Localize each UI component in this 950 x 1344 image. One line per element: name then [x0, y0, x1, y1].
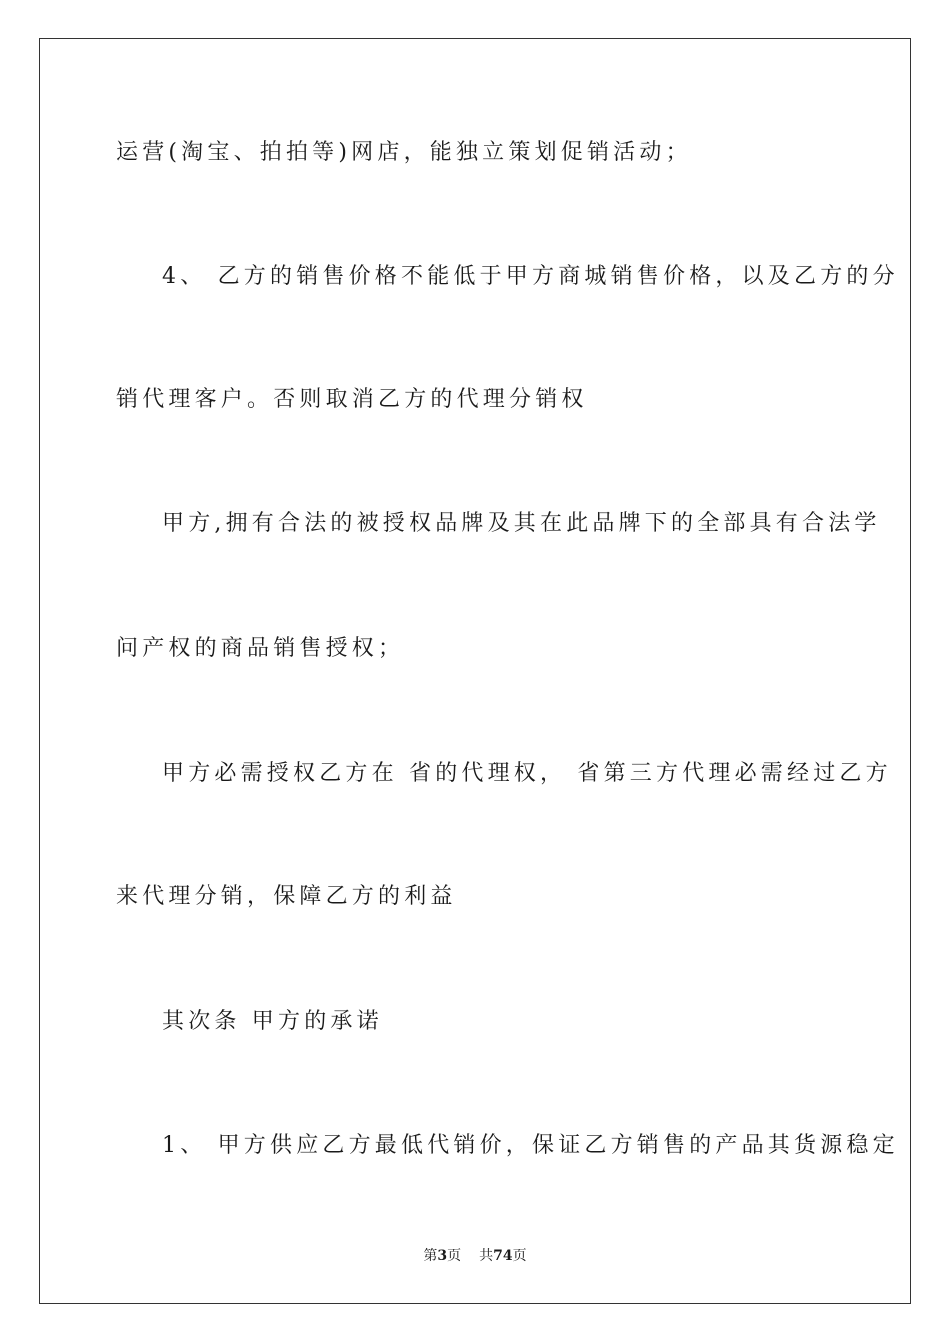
footer-page-prefix: 第 — [423, 1248, 438, 1264]
text-line-6: 甲方必需授权乙方在 省的代理权， 省第三方代理必需经过乙方 — [162, 761, 892, 786]
text-line-2: 4、 乙方的销售价格不能低于甲方商城销售价格，以及乙方的分 — [162, 264, 899, 289]
text-line-8: 其次条 甲方的承诺 — [162, 1009, 383, 1034]
footer-page-number: 3 — [437, 1248, 448, 1264]
text-line-3: 销代理客户。否则取消乙方的代理分销权 — [116, 387, 588, 412]
text-line-5: 问产权的商品销售授权； — [116, 636, 405, 661]
text-line-4: 甲方,拥有合法的被授权品牌及其在此品牌下的全部具有合法学 — [162, 511, 881, 536]
footer-total-number: 74 — [493, 1248, 513, 1264]
footer-total-suffix: 页 — [512, 1248, 527, 1264]
text-line-9: 1、 甲方供应乙方最低代销价，保证乙方销售的产品其货源稳定 — [162, 1133, 899, 1158]
footer-total-prefix: 共 — [479, 1248, 494, 1264]
footer-page-suffix: 页 — [447, 1248, 462, 1264]
text-line-1: 运营(淘宝、拍拍等)网店，能独立策划促销活动； — [116, 140, 692, 165]
page-footer — [0, 1246, 950, 1266]
text-line-7: 来代理分销，保障乙方的利益 — [116, 884, 457, 909]
page-border — [39, 38, 911, 1304]
